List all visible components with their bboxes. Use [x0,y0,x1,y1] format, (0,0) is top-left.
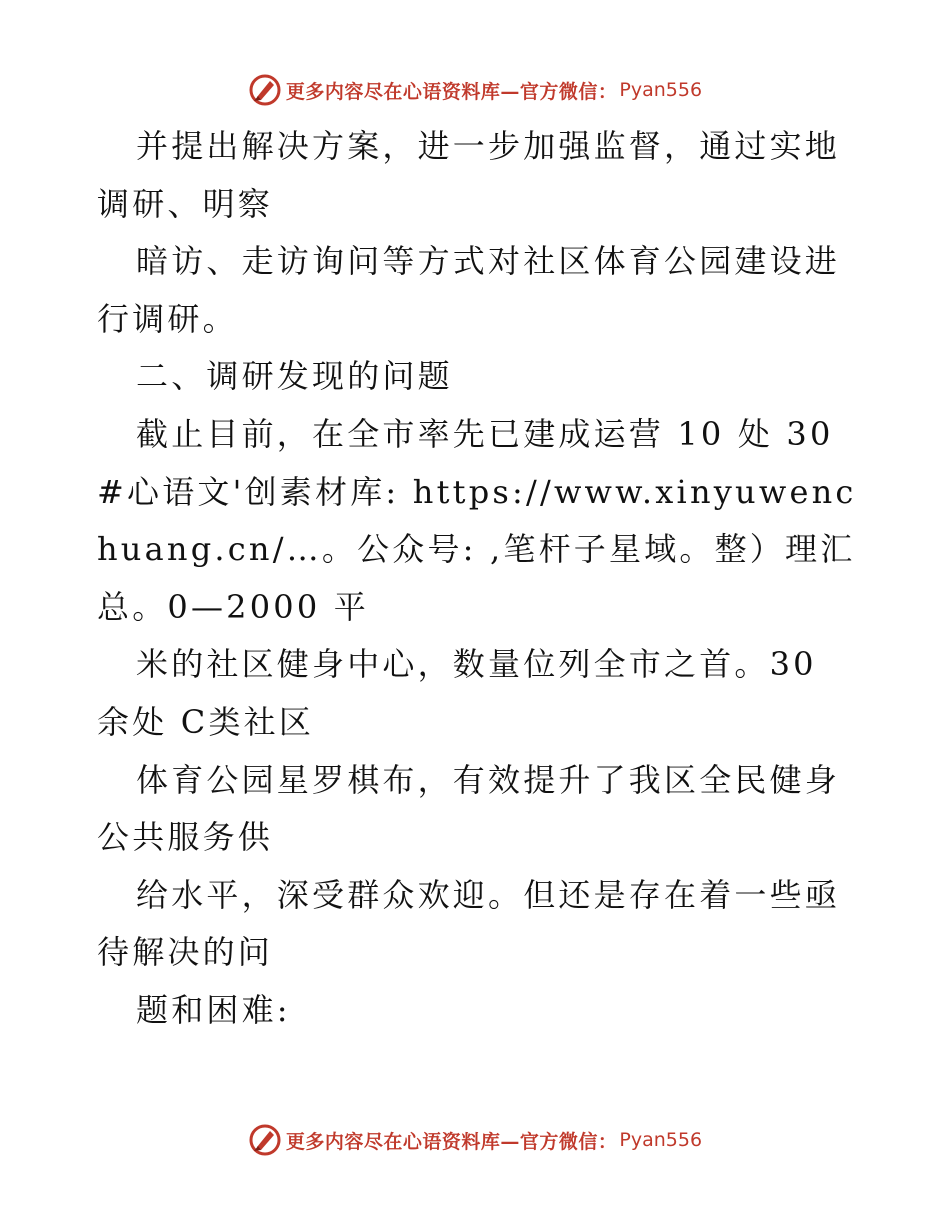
brand-logo-icon [248,1123,282,1157]
paragraph: 题和困难: [136,990,291,1029]
paragraph: 米的社区健身中心，数量位列全市之首。30 余处 C类社区 [97,645,817,741]
paragraph: 截止目前，在全市率先已建成运营 10 处 30#心语文'创素材库: https://www.xinyuwenchuang.cn/…。公众号: ,笔杆子星域。整）理汇总。0—2000 平 [97,414,857,626]
brand-logo-icon [248,73,282,107]
footer-banner [0,1120,950,1160]
paragraph: 体育公园星罗棋布，有效提升了我区全民健身公共服务供 [97,760,841,857]
header-brand-text: 更多内容尽在心语资料库—官方微信： [285,80,618,103]
footer-contact: Pyan556 [619,1129,703,1151]
section-heading: 二、调研发现的问题 [136,357,453,396]
document-body [97,118,857,1040]
header-banner [0,70,950,110]
paragraph: 给水平，深受群众欢迎。但还是存在着一些亟待解决的问 [97,875,841,972]
footer-brand-text: 更多内容尽在心语资料库—官方微信： [285,1130,618,1153]
paragraph: 暗访、走访询问等方式对社区体育公园建设进行调研。 [97,242,841,338]
paragraph: 并提出解决方案，进一步加强监督，通过实地调研、明察 [97,127,841,223]
header-contact: Pyan556 [619,79,703,101]
